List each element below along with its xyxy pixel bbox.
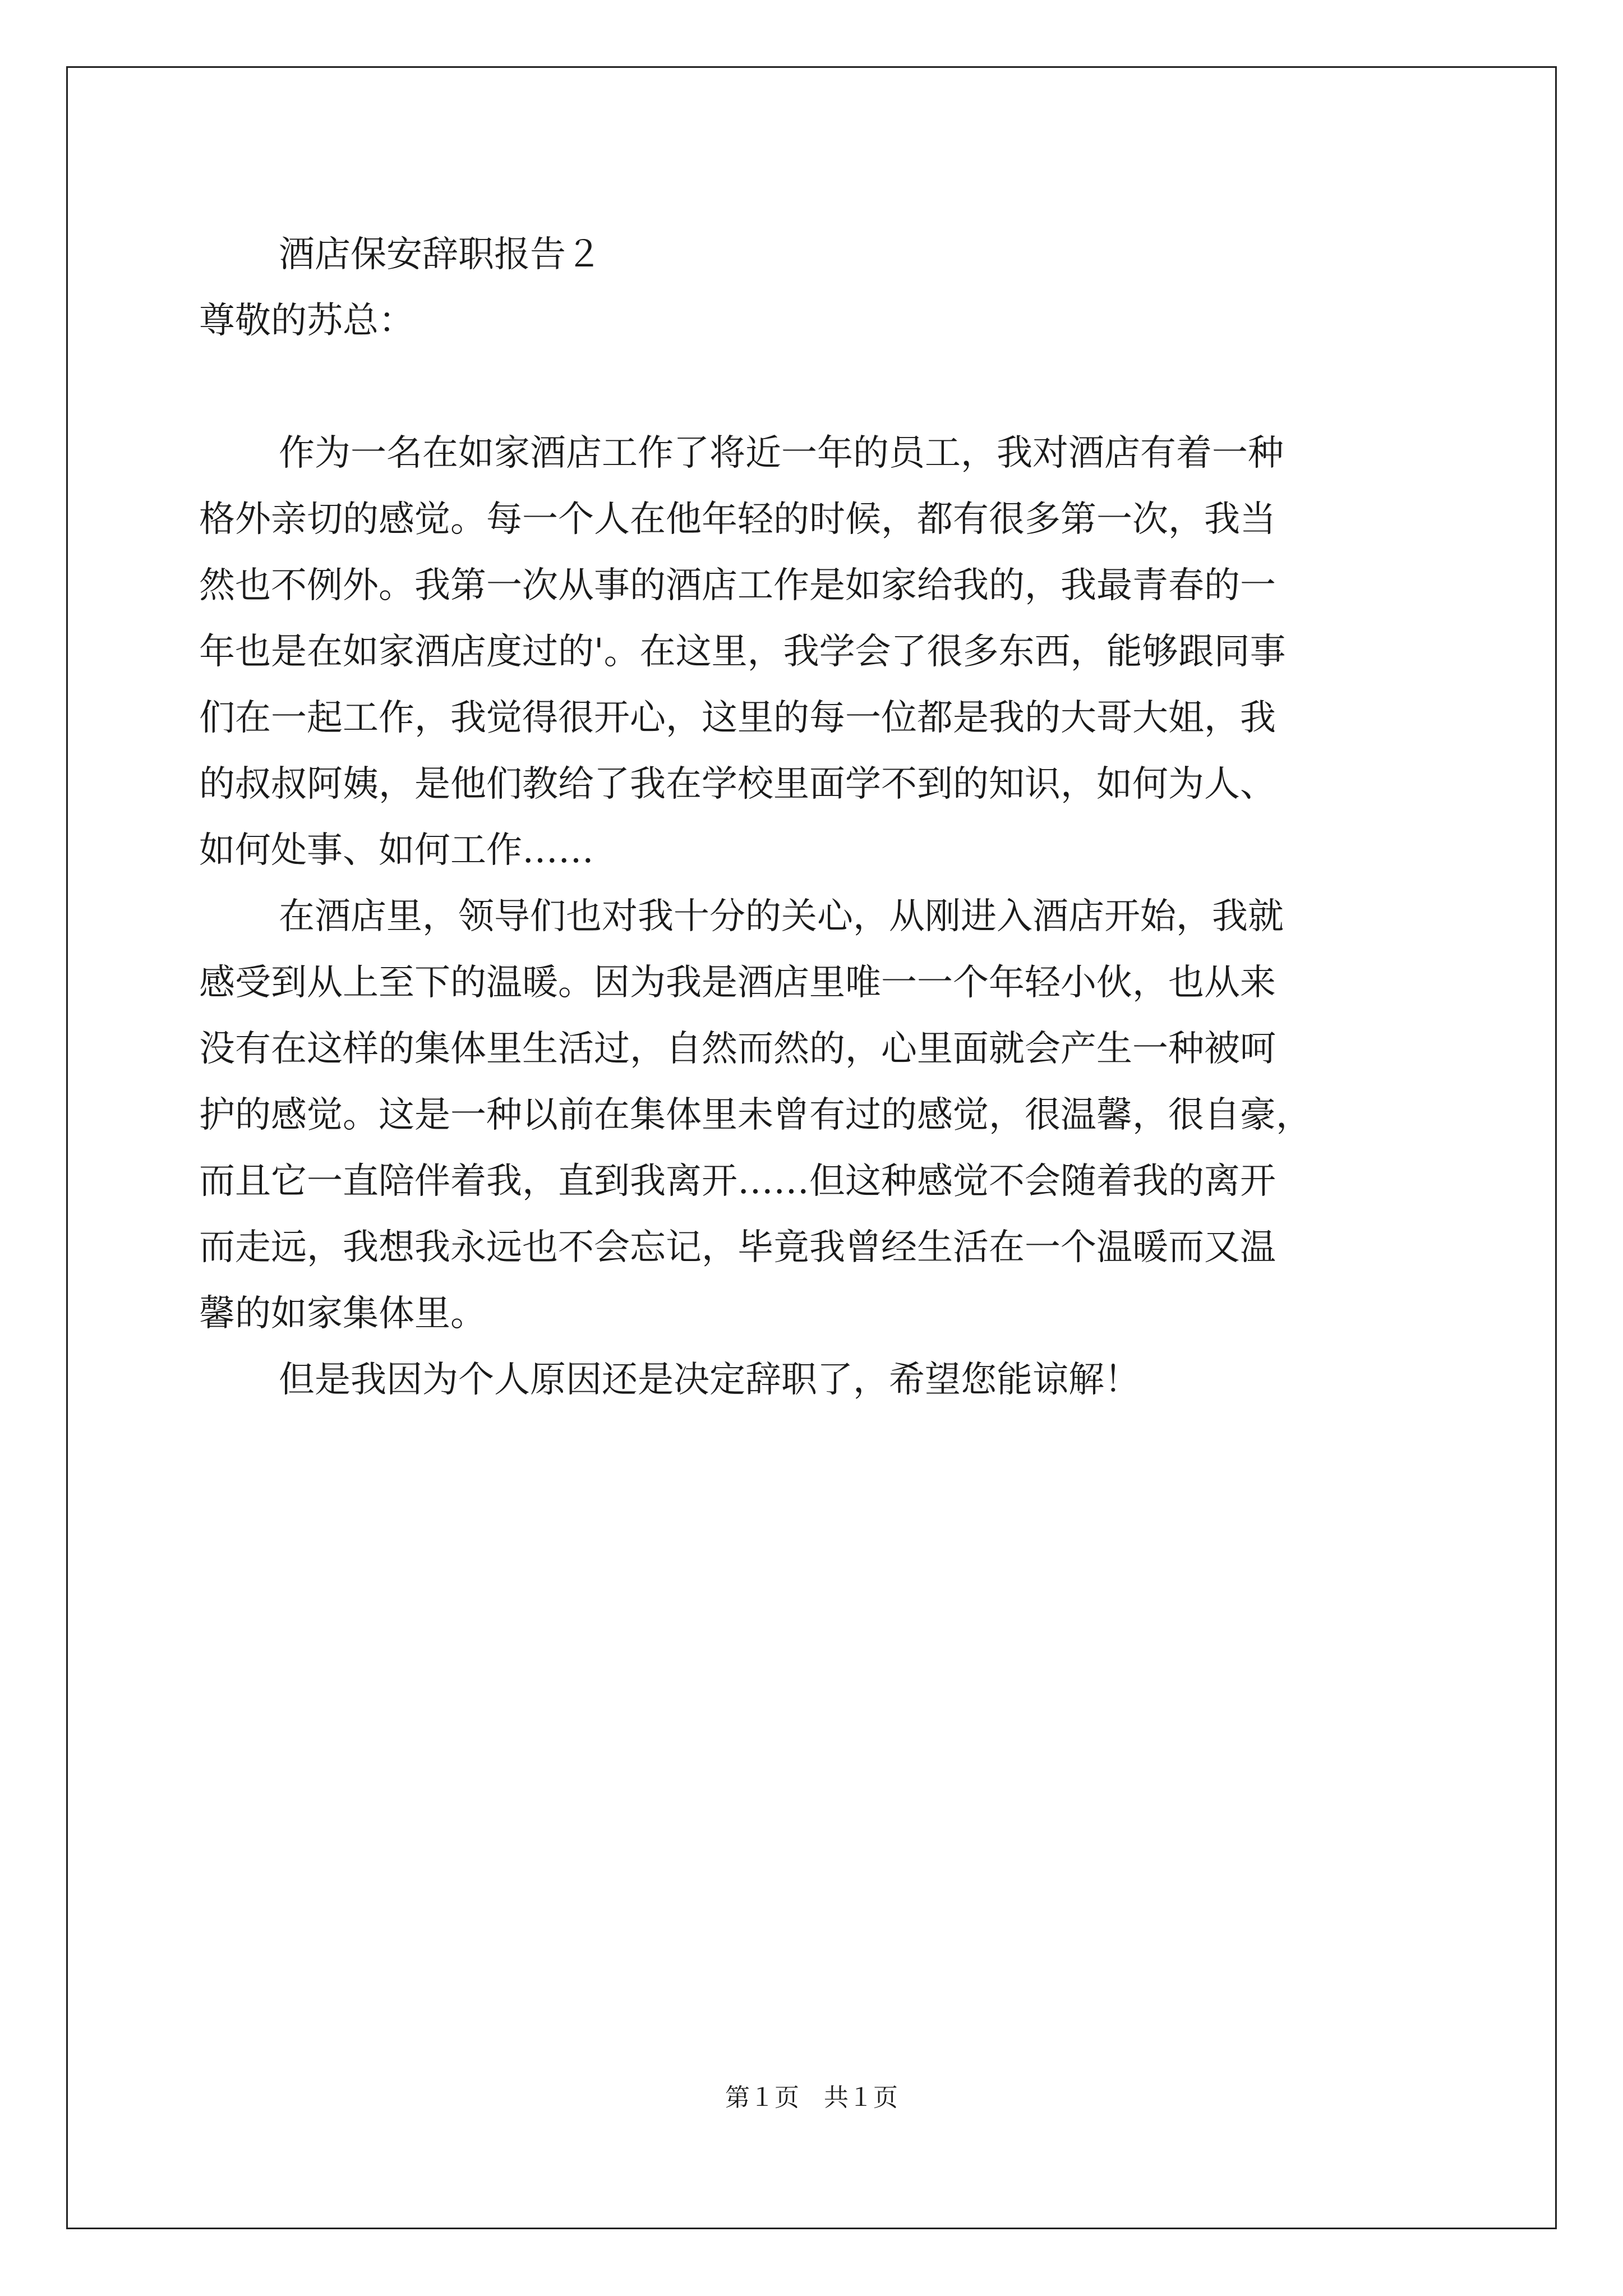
paragraph-2-line-5: 而且它一直陪伴着我，直到我离开……但这种感觉不会随着我的离开: [199, 1161, 1276, 1202]
salutation: 尊敬的苏总：: [199, 300, 414, 342]
page-footer: [0, 2081, 1623, 2115]
document-title: 酒店保安辞职报告２: [279, 234, 602, 275]
paragraph-2-line-7: 馨的如家集体里。: [199, 1293, 486, 1335]
page-number: 第１页: [725, 2083, 799, 2112]
paragraph-1-line-7: 如何处事、如何工作……: [199, 830, 594, 871]
paragraph-1-line-3: 然也不例外。我第一次从事的酒店工作是如家给我的，我最青春的一: [199, 565, 1276, 606]
page-count: 共１页: [824, 2083, 898, 2112]
paragraph-2-line-2: 感受到从上至下的温暖。因为我是酒店里唯一一个年轻小伙，也从来: [199, 962, 1276, 1004]
paragraph-2-line-1: 在酒店里，领导们也对我十分的关心，从刚进入酒店开始，我就: [279, 896, 1284, 937]
paragraph-3-line-1: 但是我因为个人原因还是决定辞职了，希望您能谅解！: [279, 1359, 1140, 1401]
paragraph-1-line-2: 格外亲切的感觉。每一个人在他年轻的时候，都有很多第一次，我当: [199, 499, 1276, 540]
paragraph-1-line-5: 们在一起工作，我觉得很开心，这里的每一位都是我的大哥大姐，我: [199, 697, 1276, 739]
paragraph-2-line-6: 而走远，我想我永远也不会忘记，毕竟我曾经生活在一个温暖而又温: [199, 1227, 1276, 1268]
paragraph-1-line-4: 年也是在如家酒店度过的'。在这里，我学会了很多东西，能够跟同事: [199, 631, 1286, 673]
paragraph-2-line-4: 护的感觉。这是一种以前在集体里未曾有过的感觉，很温馨，很自豪，: [199, 1094, 1312, 1136]
paragraph-1-line-1: 作为一名在如家酒店工作了将近一年的员工，我对酒店有着一种: [279, 432, 1284, 474]
paragraph-1-line-6: 的叔叔阿姨，是他们教给了我在学校里面学不到的知识，如何为人、: [199, 763, 1276, 805]
paragraph-2-line-3: 没有在这样的集体里生活过，自然而然的，心里面就会产生一种被呵: [199, 1028, 1276, 1070]
